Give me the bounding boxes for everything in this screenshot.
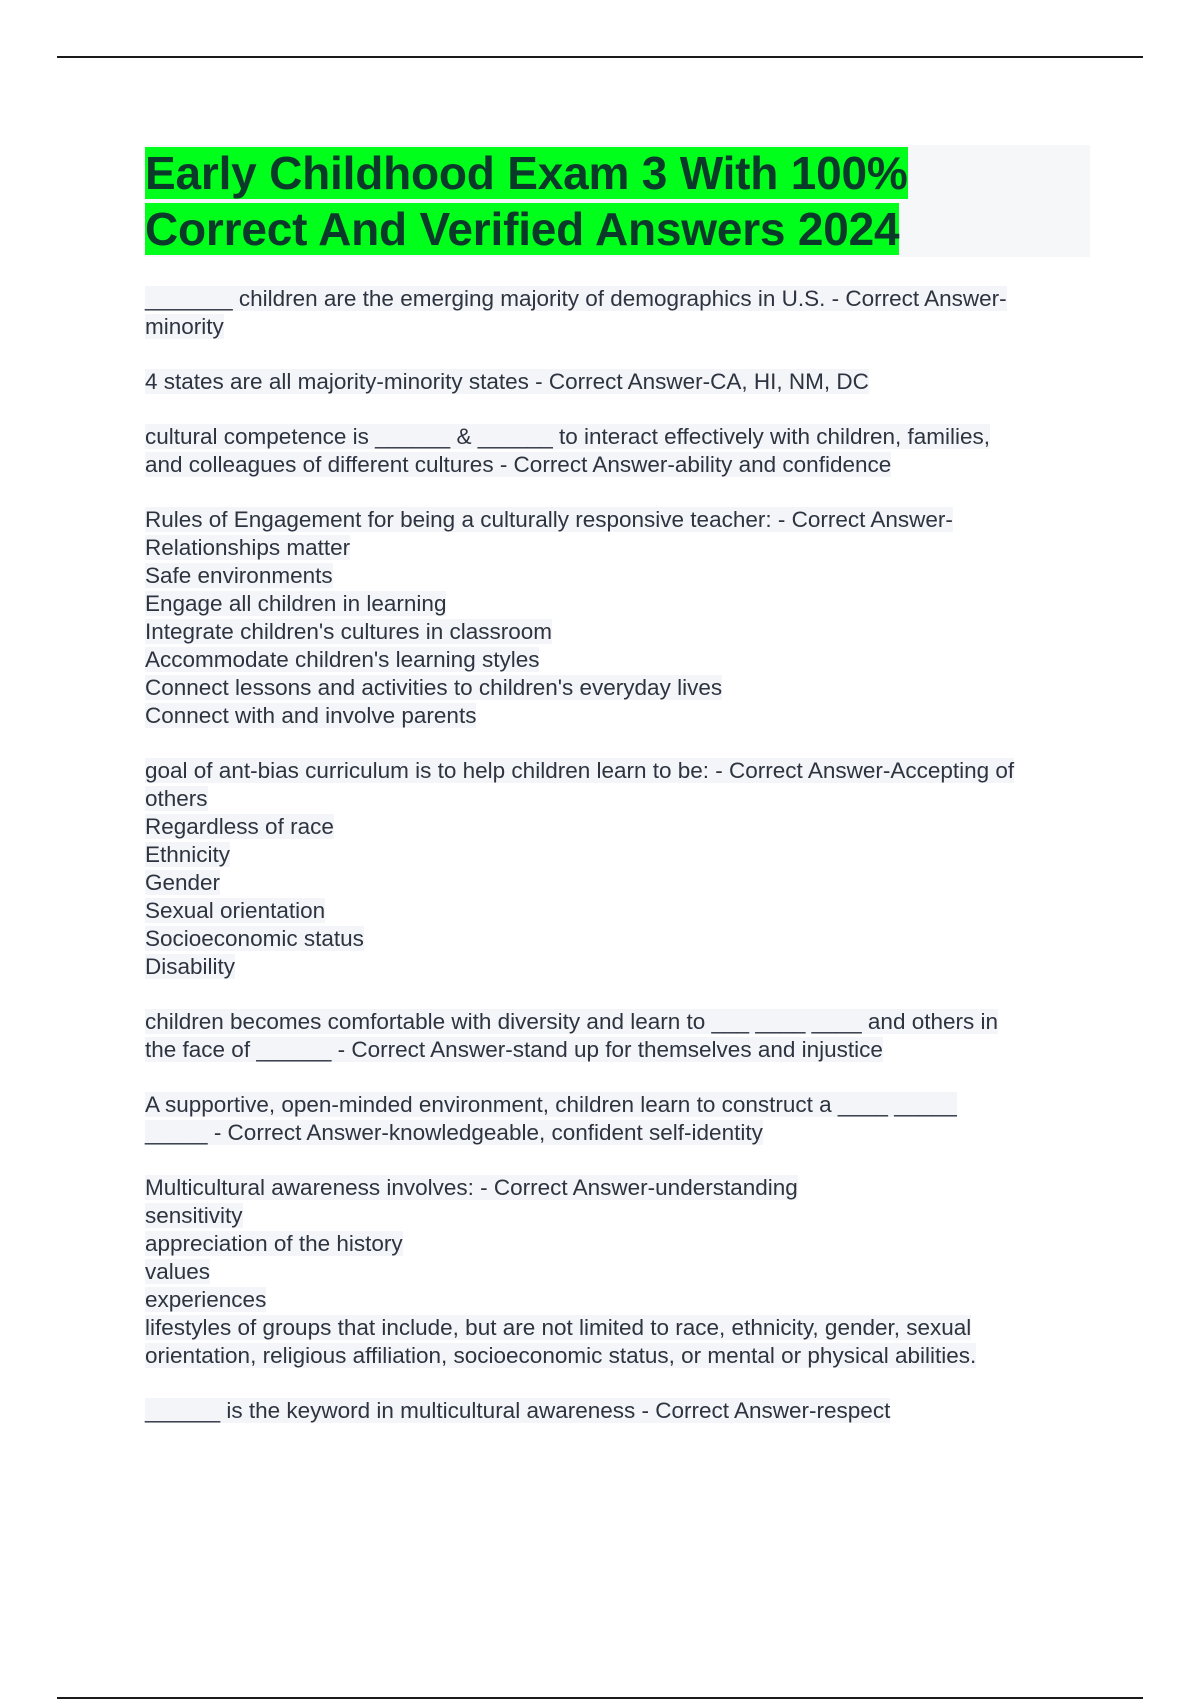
qa-line-text: Safe environments <box>145 563 333 588</box>
qa-line <box>145 313 1090 341</box>
qa-line <box>145 646 1090 674</box>
qa-line-text: ______ is the keyword in multicultural awareness - Correct Answer-respect <box>145 1398 891 1423</box>
qa-line-text: experiences <box>145 1287 267 1312</box>
qa-line <box>145 757 1090 785</box>
qa-item <box>145 1397 1090 1425</box>
qa-line-text: appreciation of the history <box>145 1231 403 1256</box>
qa-item <box>145 506 1090 730</box>
qa-line <box>145 1091 1090 1119</box>
qa-line-text: lifestyles of groups that include, but are not limited to race, ethnicity, gender, sexual <box>145 1315 972 1340</box>
qa-line <box>145 368 1090 396</box>
qa-line-text: 4 states are all majority-minority states - Correct Answer-CA, HI, NM, DC <box>145 369 869 394</box>
qa-line-text: cultural competence is ______ & ______ to interact effectively with children, families, <box>145 424 991 449</box>
qa-line <box>145 534 1090 562</box>
qa-line <box>145 1314 1090 1342</box>
qa-line-text: Rules of Engagement for being a culturally responsive teacher: - Correct Answer- <box>145 507 953 532</box>
qa-line <box>145 813 1090 841</box>
qa-line <box>145 702 1090 730</box>
qa-list <box>145 285 1090 1425</box>
qa-line-text: others <box>145 786 208 811</box>
qa-line <box>145 423 1090 451</box>
qa-item <box>145 1008 1090 1064</box>
qa-line-text: minority <box>145 314 224 339</box>
bottom-rule <box>57 1697 1143 1699</box>
qa-line <box>145 897 1090 925</box>
qa-line-text: sensitivity <box>145 1203 243 1228</box>
document-body <box>145 145 1090 1452</box>
qa-line-text: Multicultural awareness involves: - Correct Answer-understanding <box>145 1175 798 1200</box>
qa-line <box>145 674 1090 702</box>
qa-line <box>145 1008 1090 1036</box>
qa-item <box>145 285 1090 341</box>
qa-line-text: A supportive, open-minded environment, children learn to construct a ____ _____ <box>145 1092 957 1117</box>
qa-line-text: Ethnicity <box>145 842 231 867</box>
qa-line <box>145 618 1090 646</box>
qa-line <box>145 1230 1090 1258</box>
title-line: Correct And Verified Answers 2024 <box>145 203 900 255</box>
qa-line-text: Regardless of race <box>145 814 334 839</box>
qa-item <box>145 757 1090 981</box>
qa-line-text: _____ - Correct Answer-knowledgeable, confident self-identity <box>145 1120 763 1145</box>
qa-line-text: Accommodate children's learning styles <box>145 647 540 672</box>
qa-item <box>145 1174 1090 1370</box>
qa-line <box>145 562 1090 590</box>
qa-line-text: Sexual orientation <box>145 898 326 923</box>
top-rule <box>57 56 1143 58</box>
qa-line <box>145 1258 1090 1286</box>
qa-line <box>145 285 1090 313</box>
qa-line <box>145 1119 1090 1147</box>
qa-line <box>145 1174 1090 1202</box>
qa-line <box>145 506 1090 534</box>
qa-line-text: Connect with and involve parents <box>145 703 477 728</box>
qa-line <box>145 1286 1090 1314</box>
qa-line-text: Relationships matter <box>145 535 351 560</box>
qa-line-text: Connect lessons and activities to children's everyday lives <box>145 675 723 700</box>
qa-line <box>145 1397 1090 1425</box>
qa-line <box>145 590 1090 618</box>
document-title <box>145 145 1090 257</box>
qa-line-text: Gender <box>145 870 221 895</box>
qa-item <box>145 1091 1090 1147</box>
qa-line <box>145 1342 1090 1370</box>
qa-line <box>145 841 1090 869</box>
qa-item <box>145 368 1090 396</box>
title-line: Early Childhood Exam 3 With 100% <box>145 147 908 199</box>
qa-line-text: _______ children are the emerging majority of demographics in U.S. - Correct Answer- <box>145 286 1007 311</box>
qa-line <box>145 1036 1090 1064</box>
qa-line-text: and colleagues of different cultures - Correct Answer-ability and confidence <box>145 452 892 477</box>
qa-line <box>145 953 1090 981</box>
qa-item <box>145 423 1090 479</box>
title-box <box>145 145 1090 257</box>
qa-line-text: Disability <box>145 954 236 979</box>
qa-line <box>145 925 1090 953</box>
qa-line-text: the face of ______ - Correct Answer-stand up for themselves and injustice <box>145 1037 883 1062</box>
qa-line <box>145 785 1090 813</box>
qa-line <box>145 451 1090 479</box>
qa-line-text: Engage all children in learning <box>145 591 447 616</box>
qa-line <box>145 869 1090 897</box>
qa-line-text: goal of ant-bias curriculum is to help children learn to be: - Correct Answer-Accepting of <box>145 758 1015 783</box>
qa-line-text: orientation, religious affiliation, socioeconomic status, or mental or physical abilities. <box>145 1343 977 1368</box>
qa-line <box>145 1202 1090 1230</box>
qa-line-text: Integrate children's cultures in classroom <box>145 619 552 644</box>
qa-line-text: Socioeconomic status <box>145 926 364 951</box>
qa-line-text: values <box>145 1259 211 1284</box>
qa-line-text: children becomes comfortable with diversity and learn to ___ ____ ____ and others in <box>145 1009 999 1034</box>
